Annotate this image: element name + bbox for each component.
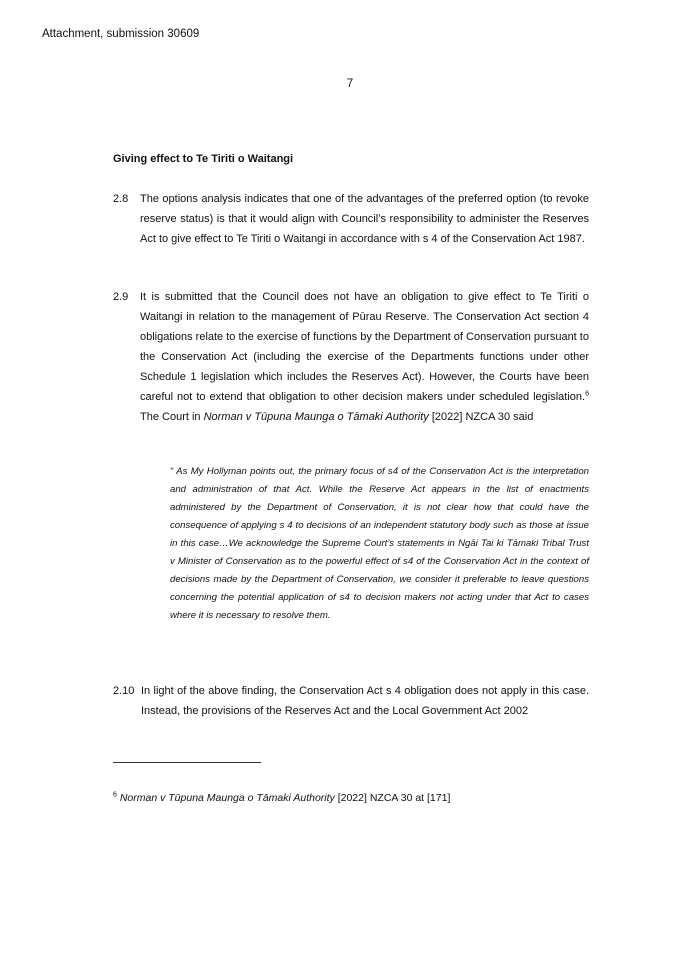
paragraph-2-8 [113,189,589,249]
footnote [113,792,450,804]
footnote-number: 6 [113,791,117,799]
paragraph-text [140,287,589,427]
paragraph-number: 2.9 [113,291,129,303]
footnote-case-name: Norman v Tūpuna Maunga o Tāmaki Authority [119,792,335,804]
document-header: Attachment, submission 30609 [42,28,200,40]
page-number: 7 [346,78,354,90]
block-quote: “ As My Hollyman points out, the primary focus of s4 of the Conservation Act is the interpretation and administration of that Act. While the Reserve Act appears in the list of enactments administered by the Department of Conservation, it is not clear how that could have the consequence of applying s 4 to decisions of an independent statutory body such as those at issue in this case…We acknowledge the Supreme Court’s statements in Ngāi Tai ki Tāmaki Tribal Trust v Minister of Conservation as to the powerful effect of s4 of the Conservation Act in the context of decisions made by the Department of Conservation, we consider it preferable to leave questions concerning the potential application of s4 to decision makers not acting under that Act to cases where it is necessary to resolve them. [170,466,589,621]
paragraph-text: The options analysis indicates that one of the advantages of the preferred option (to revoke reserve status) is that it would align with Council’s responsibility to administer the Reserves Act to give effect to Te Tiriti o Waitangi in accordance with s 4 of the Conservation Act 1987. [140,193,589,245]
footnote-reference[interactable]: 6 [585,390,589,398]
paragraph-2-10 [113,681,589,721]
paragraph-text-part: It is submitted that the Council does not have an obligation to give effect to Te Tiriti o Waitangi in relation to the management of Pūrau Reserve. The Conservation Act section 4 obligations relate to the exercise of functions by the Department of Conservation pursuant to the Conservation Act (including the exercise of the Departments functions under other Schedule 1 legislation which includes the Reserves Act). However, the Courts have been careful not to extend that obligation to other decision makers under scheduled legislation. [140,291,589,403]
footnote-separator [113,762,261,763]
paragraph-number: 2.10 [113,685,135,697]
paragraph-text-part: [2022] NZCA 30 said [428,411,534,423]
case-name: Norman v Tūpuna Maunga o Tāmaki Authority [203,411,429,423]
footnote-citation: [2022] NZCA 30 at [171] [334,792,451,804]
paragraph-2-9 [113,287,589,427]
paragraph-number: 2.8 [113,193,129,205]
paragraph-text-part: The Court in [140,411,204,423]
section-heading: Giving effect to Te Tiriti o Waitangi [113,153,294,165]
paragraph-text: In light of the above finding, the Conservation Act s 4 obligation does not apply in this case. Instead, the provisions of the Reserves Act and the Local Government Act 2002 [141,685,589,717]
